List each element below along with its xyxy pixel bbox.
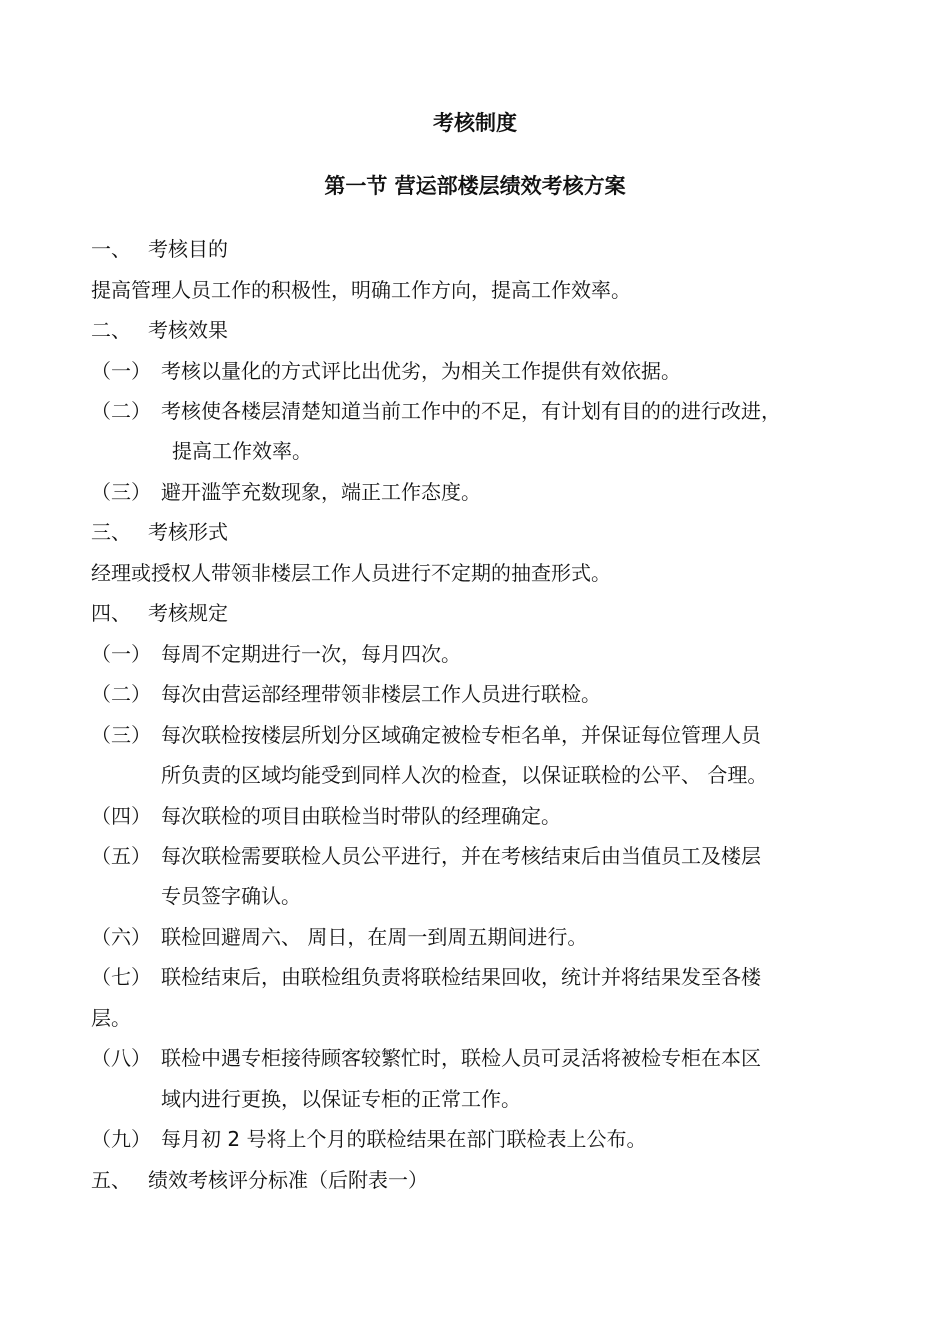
section-number: 三、 bbox=[91, 520, 131, 544]
section-3-text: 经理或授权人带领非楼层工作人员进行不定期的抽查形式。 bbox=[91, 561, 611, 585]
document-title: 考核制度 bbox=[433, 111, 517, 135]
list-item bbox=[91, 720, 761, 750]
item-marker: （五） bbox=[91, 844, 151, 868]
item-text: 每次联检需要联检人员公平进行，并在考核结束后由当值员工及楼层 bbox=[161, 844, 761, 868]
list-item bbox=[91, 922, 587, 952]
list-item bbox=[91, 477, 481, 507]
section-5-heading bbox=[91, 1165, 428, 1195]
list-item bbox=[91, 1043, 761, 1073]
list-item bbox=[91, 841, 761, 871]
item-marker: （三） bbox=[91, 723, 151, 747]
section-number: 五、 bbox=[91, 1168, 131, 1192]
item-text: 每月初 2 号将上个月的联检结果在部门联检表上公布。 bbox=[161, 1127, 647, 1151]
list-item bbox=[91, 396, 781, 426]
heading-text: 考核形式 bbox=[148, 520, 228, 544]
section-3-heading bbox=[91, 517, 228, 547]
section-4-heading bbox=[91, 598, 228, 628]
section-number: 一、 bbox=[91, 237, 131, 261]
heading-text: 考核效果 bbox=[148, 318, 228, 342]
item-continuation: 域内进行更换，以保证专柜的正常工作。 bbox=[161, 1087, 521, 1111]
item-marker: （三） bbox=[91, 480, 151, 504]
heading-text: 考核规定 bbox=[148, 601, 228, 625]
list-item bbox=[91, 801, 561, 831]
item-text: 每次由营运部经理带领非楼层工作人员进行联检。 bbox=[161, 682, 601, 706]
section-1-text: 提高管理人员工作的积极性，明确工作方向，提高工作效率。 bbox=[91, 278, 631, 302]
item-text: 每周不定期进行一次，每月四次。 bbox=[161, 642, 461, 666]
item-text: 每次联检按楼层所划分区域确定被检专柜名单，并保证每位管理人员 bbox=[161, 723, 761, 747]
list-item bbox=[91, 962, 761, 992]
item-marker: （八） bbox=[91, 1046, 151, 1070]
item-text: 联检回避周六、 周日，在周一到周五期间进行。 bbox=[161, 925, 588, 949]
item-marker: （二） bbox=[91, 682, 151, 706]
item-continuation: 专员签字确认。 bbox=[161, 884, 301, 908]
section-2-heading bbox=[91, 315, 228, 345]
section-number: 二、 bbox=[91, 318, 131, 342]
item-marker: （六） bbox=[91, 925, 151, 949]
heading-text: 绩效考核评分标准（后附表一） bbox=[148, 1168, 428, 1192]
item-marker: （一） bbox=[91, 359, 151, 383]
item-text: 考核使各楼层清楚知道当前工作中的不足，有计划有目的的进行改进， bbox=[161, 399, 781, 423]
section-title: 第一节 营运部楼层绩效考核方案 bbox=[324, 174, 626, 198]
item-continuation: 层。 bbox=[91, 1006, 131, 1030]
list-item bbox=[91, 356, 681, 386]
item-continuation: 提高工作效率。 bbox=[172, 439, 312, 463]
item-marker: （九） bbox=[91, 1127, 151, 1151]
list-item bbox=[91, 1124, 646, 1154]
section-number: 四、 bbox=[91, 601, 131, 625]
heading-text: 考核目的 bbox=[148, 237, 228, 261]
item-marker: （二） bbox=[91, 399, 151, 423]
item-text: 联检中遇专柜接待顾客较繁忙时，联检人员可灵活将被检专柜在本区 bbox=[161, 1046, 761, 1070]
item-text: 联检结束后，由联检组负责将联检结果回收，统计并将结果发至各楼 bbox=[161, 965, 761, 989]
item-continuation: 所负责的区域均能受到同样人次的检查，以保证联检的公平、 合理。 bbox=[161, 763, 768, 787]
item-marker: （七） bbox=[91, 965, 151, 989]
item-text: 避开滥竽充数现象，端正工作态度。 bbox=[161, 480, 481, 504]
item-marker: （四） bbox=[91, 804, 151, 828]
item-text: 每次联检的项目由联检当时带队的经理确定。 bbox=[161, 804, 561, 828]
list-item bbox=[91, 679, 601, 709]
item-text: 考核以量化的方式评比出优劣，为相关工作提供有效依据。 bbox=[161, 359, 681, 383]
item-marker: （一） bbox=[91, 642, 151, 666]
section-1-heading bbox=[91, 234, 228, 264]
list-item bbox=[91, 639, 461, 669]
